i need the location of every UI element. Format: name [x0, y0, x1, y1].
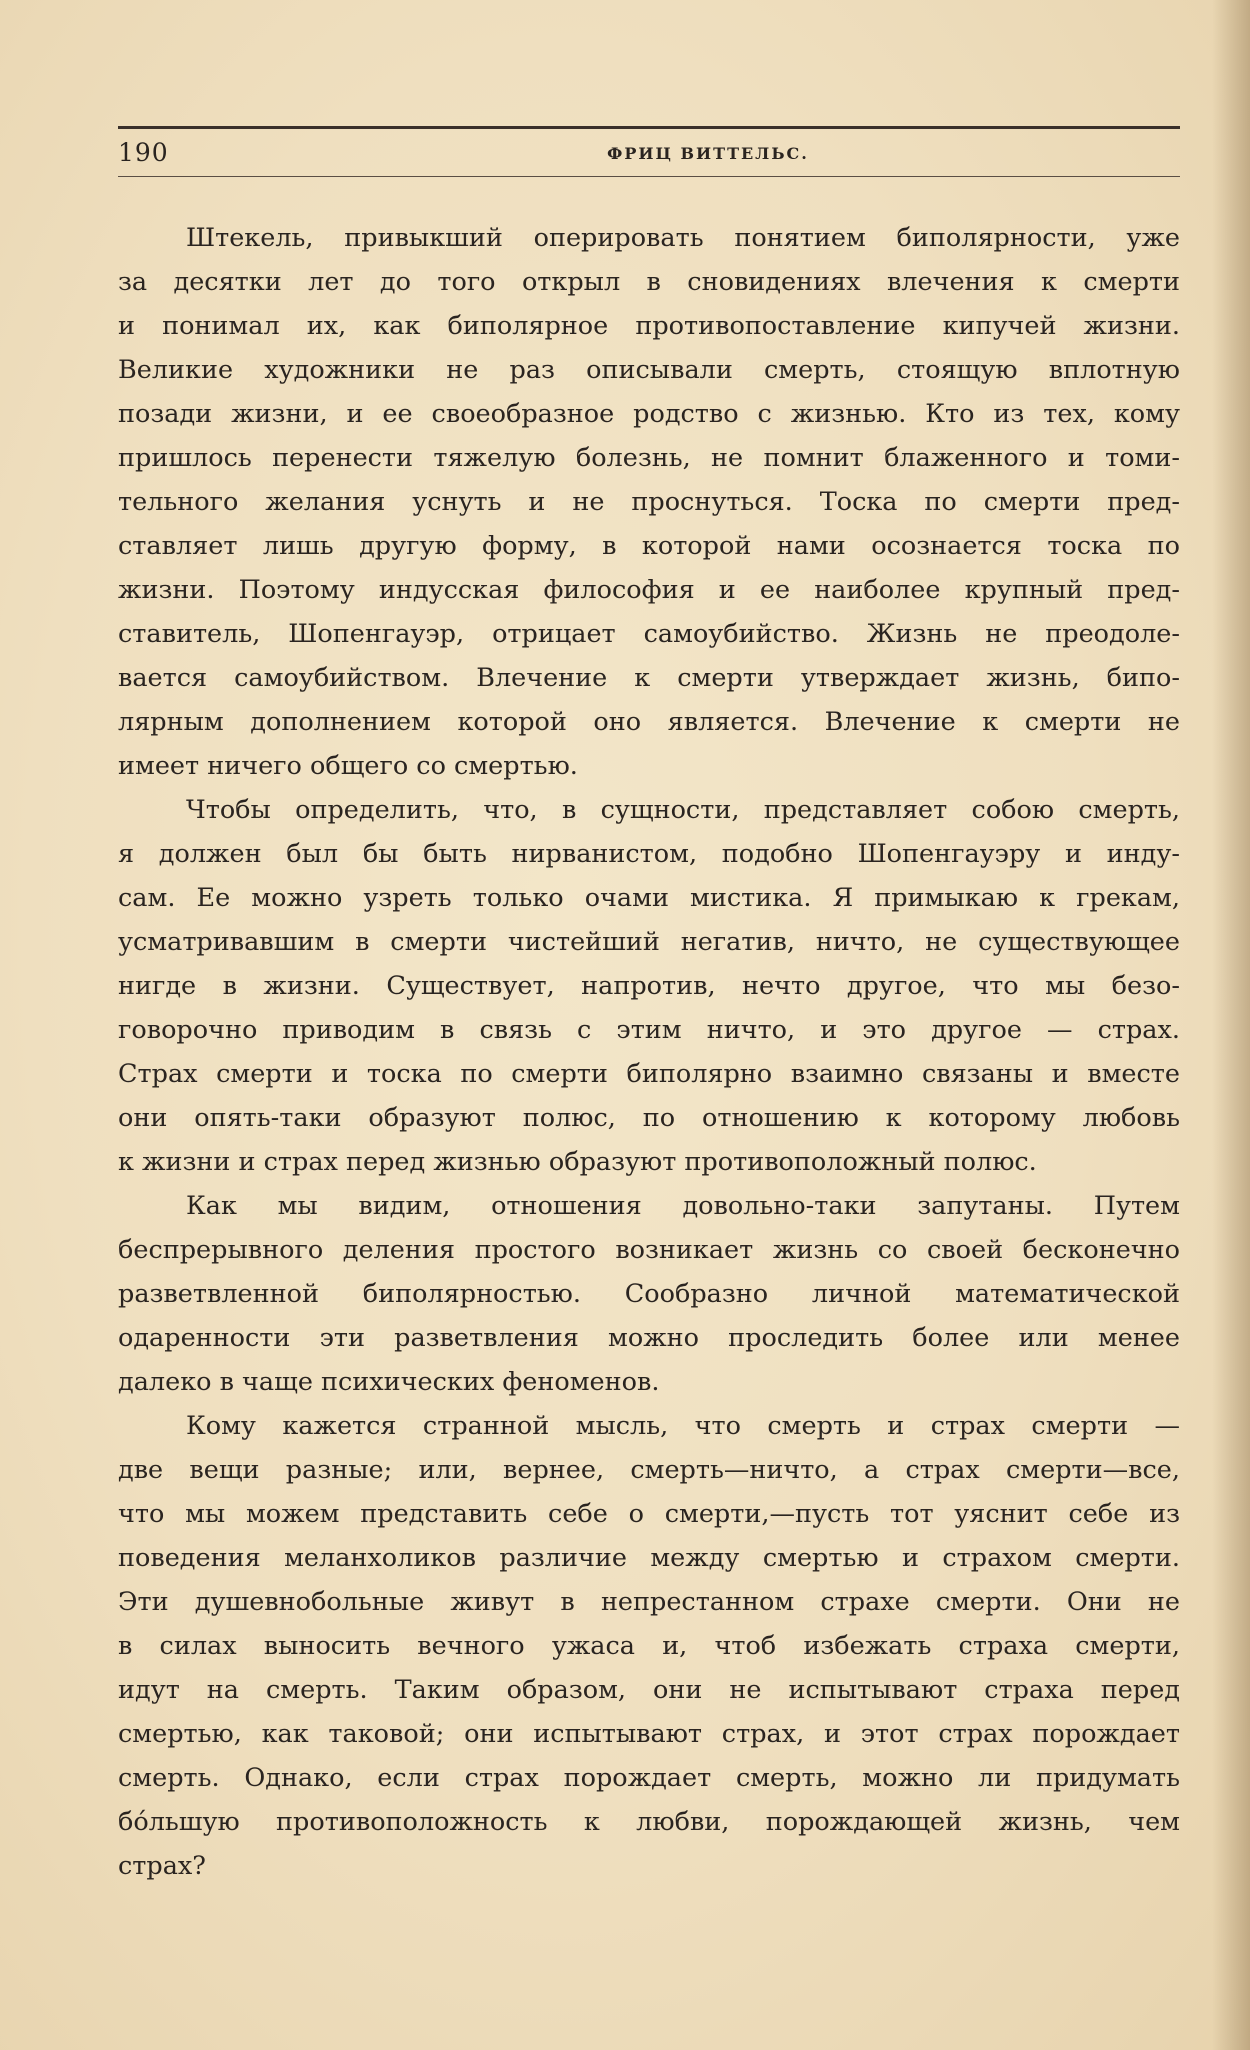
text-line: Великие художники не раз описывали смерть, стоящую вплотную	[118, 355, 1180, 385]
header-rule-bottom	[118, 176, 1180, 177]
text-line: говорочно приводим в связь с этим ничто, и это другое — страх.	[118, 1015, 1180, 1045]
text-line: что мы можем представить себе о смерти,—пусть тот уяснит себе из	[118, 1499, 1180, 1529]
paragraph-2	[118, 788, 1180, 1184]
header-rule-top	[118, 126, 1180, 129]
text-line: усматривавшим в смерти чистейший негатив, ничто, не существующее	[118, 927, 1180, 957]
text-line: ставитель, Шопенгауэр, отрицает самоубийство. Жизнь не преодоле-	[118, 619, 1180, 649]
text-line: имеет ничего общего со смертью.	[118, 751, 578, 781]
page-header	[118, 122, 1180, 182]
text-line: за десятки лет до того открыл в сновидениях влечения к смерти	[118, 267, 1180, 297]
text-line: одаренности эти разветвления можно проследить более или менее	[118, 1323, 1180, 1353]
text-line: Страх смерти и тоска по смерти биполярно взаимно связаны и вместе	[118, 1059, 1180, 1089]
page-number: 190	[118, 138, 169, 167]
text-line: в силах выносить вечного ужаса и, чтоб избежать страха смерти,	[118, 1631, 1180, 1661]
text-line: позади жизни, и ее своеобразное родство с жизнью. Кто из тех, кому	[118, 399, 1180, 429]
paragraph-3	[118, 1184, 1180, 1404]
text-line: вается самоубийством. Влечение к смерти утверждает жизнь, бипо-	[118, 663, 1180, 693]
text-line: страх?	[118, 1851, 206, 1881]
text-line: поведения меланхоликов различие между смертью и страхом смерти.	[118, 1543, 1180, 1573]
text-line: смерть. Однако, если страх порождает смерть, можно ли придумать	[118, 1763, 1180, 1793]
text-line: и понимал их, как биполярное противопоставление кипучей жизни.	[118, 311, 1180, 341]
text-line: нигде в жизни. Существует, напротив, нечто другое, что мы безо-	[118, 971, 1180, 1001]
text-line: разветвленной биполярностью. Сообразно личной математической	[118, 1279, 1180, 1309]
text-line: сам. Ее можно узреть только очами мистика. Я примыкаю к грекам,	[118, 883, 1180, 913]
text-line: Как мы видим, отношения довольно-таки запутаны. Путем	[186, 1191, 1180, 1221]
text-line: Штекель, привыкший оперировать понятием биполярности, уже	[186, 223, 1180, 253]
paragraph-1	[118, 216, 1180, 788]
text-line: тельного желания уснуть и не проснуться. Тоска по смерти пред-	[118, 487, 1180, 517]
text-line: Кому кажется странной мысль, что смерть и страх смерти —	[186, 1411, 1180, 1441]
text-line: пришлось перенести тяжелую болезнь, не помнит блаженного и томи-	[118, 443, 1180, 473]
page-edge-shadow	[1212, 0, 1250, 2050]
text-line: смертью, как таковой; они испытывают страх, и этот страх порождает	[118, 1719, 1180, 1749]
text-line: бо́льшую противоположность к любви, порождающей жизнь, чем	[118, 1807, 1180, 1837]
body-text	[118, 216, 1180, 1888]
text-line: Эти душевнобольные живут в непрестанном страхе смерти. Они не	[118, 1587, 1180, 1617]
text-line: Чтобы определить, что, в сущности, представляет собою смерть,	[186, 795, 1180, 825]
text-line: идут на смерть. Таким образом, они не испытывают страха перед	[118, 1675, 1180, 1705]
running-title: ФРИЦ ВИТТЕЛЬС.	[607, 144, 809, 163]
paragraph-4	[118, 1404, 1180, 1888]
text-line: ставляет лишь другую форму, в которой нами осознается тоска по	[118, 531, 1180, 561]
text-line: жизни. Поэтому индусская философия и ее наиболее крупный пред-	[118, 575, 1180, 605]
text-line: лярным дополнением которой оно является. Влечение к смерти не	[118, 707, 1180, 737]
text-line: я должен был бы быть нирванистом, подобно Шопенгауэру и инду-	[118, 839, 1180, 869]
text-line: беспрерывного деления простого возникает жизнь со своей бесконечно	[118, 1235, 1180, 1265]
text-line: две вещи разные; или, вернее, смерть—ничто, а страх смерти—все,	[118, 1455, 1180, 1485]
text-line: к жизни и страх перед жизнью образуют противоположный полюс.	[118, 1147, 1037, 1177]
text-line: далеко в чаще психических феноменов.	[118, 1367, 660, 1397]
text-line: они опять-таки образуют полюс, по отношению к которому любовь	[118, 1103, 1180, 1133]
